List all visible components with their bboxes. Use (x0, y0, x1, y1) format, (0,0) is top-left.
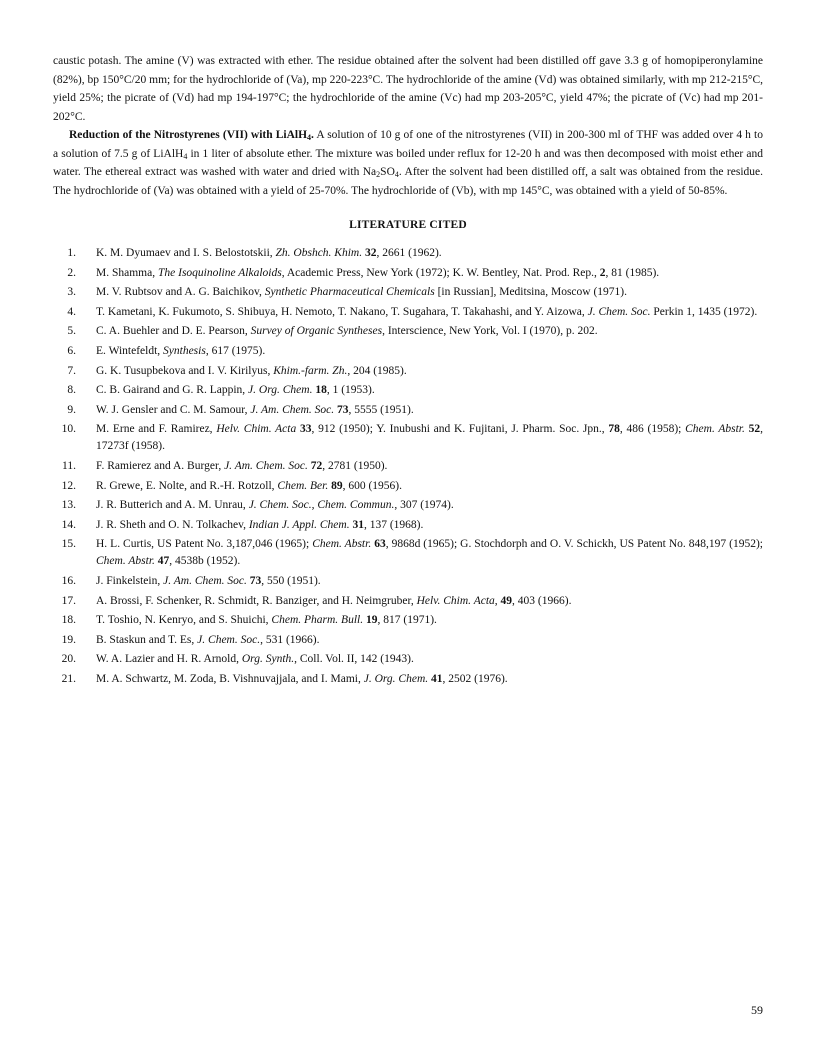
reference-number: 1. (67, 247, 76, 259)
journal-title: Survey of Organic Syntheses (250, 325, 383, 338)
reference-text (96, 651, 763, 668)
reference-item (53, 402, 763, 419)
body-paragraph-2 (53, 126, 763, 200)
reference-text (96, 323, 763, 340)
volume-number: 2 (599, 266, 606, 279)
reference-fragment: E. Wintefeldt, (96, 344, 164, 357)
reference-number: 10. (61, 423, 76, 436)
volume-number: 73 (337, 403, 349, 416)
reference-number: 4. (67, 305, 76, 318)
volume-number: 72 (310, 459, 323, 472)
reference-fragment: , 912 (1950); Y. Inubushi and K. Fujitani, J. Pharm. Soc. Jpn., (311, 423, 609, 436)
reference-number: 16. (61, 574, 76, 587)
reference-fragment: M. Shamma, (96, 266, 158, 279)
reference-fragment: , 2781 (1950). (322, 459, 388, 472)
reference-text (96, 284, 763, 301)
reference-fragment: , 81 (1985). (605, 266, 660, 279)
reference-item (53, 497, 763, 514)
reference-item (53, 573, 763, 590)
volume-number: 33 (299, 423, 312, 436)
reference-fragment: J. R. Butterich and A. M. Unrau, (96, 499, 249, 512)
reference-text (96, 245, 763, 262)
reference-number: 5. (67, 325, 76, 338)
journal-title: Synthetic Pharmaceutical Chemicals (264, 286, 435, 299)
reference-text (96, 573, 763, 590)
body-paragraph-1: caustic potash. The amine (V) was extracted with ether. The residue obtained after the solvent had been distilled off gave 3.3 g of homopiperonylamine (82%), bp 150°C/20 mm; for the hydrochloride of (Va), mp 220-223°C. The hydrochloride of the amine (Vd) was obtained similarly, with mp 212-215°C, yield 25%; the picrate of (Vd) had mp 194-197°C; the hydrochloride of the amine (Vc) had mp 203-205°C, yield 47%; the picrate of (Vc) had mp 201-202°C. (53, 55, 763, 123)
reference-number: 20. (61, 653, 76, 666)
subscript-3: 4 (394, 170, 399, 179)
reference-text (96, 517, 763, 534)
reference-fragment: , 550 (1951). (261, 574, 321, 587)
reference-fragment: , 531 (1966). (260, 633, 320, 646)
reference-text (96, 632, 763, 649)
reference-number: 9. (67, 403, 76, 416)
volume-number: 78 (608, 423, 620, 436)
reference-fragment: , 204 (1985). (347, 364, 407, 377)
reference-fragment: , Coll. Vol. II, 142 (1943). (294, 653, 414, 666)
volume-number: 63 (374, 538, 386, 551)
journal-title: Indian J. Appl. Chem. (248, 518, 350, 531)
page-content (53, 52, 763, 690)
reference-fragment: W. A. Lazier and H. R. Arnold, (96, 653, 242, 666)
journal-title: J. Org. Chem. (363, 672, 429, 685)
reference-number: 8. (67, 384, 76, 397)
reference-text (96, 304, 763, 321)
reference-text (96, 382, 763, 399)
reference-fragment: , (494, 594, 501, 607)
reference-text (96, 497, 763, 514)
paragraph-heading (69, 129, 314, 141)
reference-number: 12. (61, 479, 76, 492)
journal-title: Synthesis (163, 344, 206, 357)
reference-text (96, 265, 763, 282)
reference-fragment: , 1 (1953). (326, 384, 375, 397)
journal-title: Helv. Chim. Acta (416, 594, 495, 607)
reference-fragment: H. L. Curtis, US Patent No. 3,187,046 (1965); (96, 538, 313, 551)
reference-item (53, 382, 763, 399)
reference-item (53, 651, 763, 668)
journal-title: Chem. Abstr. (312, 538, 372, 551)
reference-fragment: J. R. Sheth and O. N. Tolkachev, (96, 518, 249, 531)
reference-fragment: C. B. Gairand and G. R. Lappin, (96, 384, 249, 397)
volume-number: 18 (315, 384, 327, 397)
reference-fragment: , Academic Press, New York (1972); K. W. Bentley, Nat. Prod. Rep., (281, 266, 600, 279)
reference-number: 18. (61, 614, 76, 627)
reference-fragment: , 817 (1971). (377, 614, 437, 627)
reference-item (53, 304, 763, 321)
reference-item (53, 343, 763, 360)
reference-item (53, 284, 763, 301)
journal-title: Helv. Chim. Acta (216, 423, 297, 436)
reference-fragment: , 5555 (1951). (348, 403, 414, 416)
journal-title: The Isoquinoline Alkaloids (157, 266, 282, 279)
reference-fragment: , 307 (1974). (394, 499, 454, 512)
reference-fragment: , 617 (1975). (205, 344, 266, 357)
volume-number: 31 (352, 518, 364, 531)
reference-text (96, 458, 763, 475)
reference-item (53, 536, 763, 570)
heading-end: . (311, 129, 314, 141)
subscript-2: 2 (376, 170, 381, 179)
reference-fragment: , 137 (1968). (363, 518, 424, 531)
reference-fragment: F. Ramierez and A. Burger, (96, 459, 225, 472)
reference-fragment: C. A. Buehler and D. E. Pearson, (96, 325, 251, 338)
reference-fragment: W. J. Gensler and C. M. Samour, (96, 403, 251, 416)
reference-item (53, 632, 763, 649)
reference-text (96, 421, 763, 455)
reference-fragment: [in Russian], Meditsina, Moscow (1971). (434, 286, 627, 299)
reference-fragment: J. Finkelstein, (96, 574, 164, 587)
reference-fragment: , 403 (1966). (512, 594, 572, 607)
journal-title: J. Chem. Soc. (587, 305, 651, 318)
reference-item (53, 245, 763, 262)
paragraph-text-3: SO (380, 166, 395, 178)
reference-number: 19. (61, 633, 76, 646)
reference-number: 2. (67, 266, 76, 279)
reference-fragment: , 486 (1958); (619, 423, 686, 436)
reference-number: 17. (61, 594, 76, 607)
reference-number: 13. (61, 499, 76, 512)
reference-text (96, 478, 763, 495)
reference-fragment: , Interscience, New York, Vol. I (1970), p. 202. (382, 325, 598, 338)
reference-number: 7. (67, 364, 76, 377)
reference-fragment: B. Staskun and T. Es, (96, 633, 198, 646)
volume-number: 47 (157, 555, 170, 568)
reference-fragment: , 4538b (1952). (169, 555, 241, 568)
volume-number: 41 (431, 672, 443, 685)
volume-number: 89 (331, 479, 343, 492)
page-number: 59 (751, 1003, 763, 1017)
reference-fragment: , 2661 (1962). (376, 247, 442, 259)
reference-item (53, 265, 763, 282)
volume-number: 73 (249, 574, 262, 587)
journal-title: Chem. Abstr. (685, 423, 745, 436)
reference-fragment: M. V. Rubtsov and A. G. Baichikov, (96, 286, 265, 299)
reference-text (96, 363, 763, 380)
reference-fragment: , 9868d (1965); G. Stochdorph and O. V. Schickh, US Patent No. 848,197 (1952); (385, 538, 763, 551)
journal-title: Chem. Pharm. Bull. (271, 614, 364, 627)
reference-fragment: T. Toshio, N. Kenryo, and S. Shuichi, (96, 614, 272, 627)
reference-text (96, 343, 763, 360)
heading-text: Reduction of the Nitrostyrenes (VII) with LiAlH (69, 129, 308, 141)
reference-number: 14. (61, 518, 76, 531)
journal-title: Khim.-farm. Zh. (273, 364, 348, 377)
reference-fragment: A. Brossi, F. Schenker, R. Schmidt, R. Banziger, and H. Neimgruber, (96, 594, 417, 607)
journal-title: J. Chem. Soc. (197, 633, 261, 646)
journal-title: J. Am. Chem. Soc. (224, 459, 308, 472)
reference-text (96, 612, 763, 629)
reference-fragment: , 2502 (1976). (442, 672, 508, 685)
reference-fragment: M. Erne and F. Ramirez, (96, 423, 217, 436)
reference-text (96, 402, 763, 419)
journal-title: J. Chem. Soc., Chem. Commun. (248, 499, 395, 512)
reference-item (53, 593, 763, 610)
reference-fragment: K. M. Dyumaev and I. S. Belostotskii, (96, 247, 276, 259)
paragraph-text-1: A solution of 10 g of one of the nitrostyrenes (VII) in 200-300 ml of THF was added over 4 h to a solution of 7.5 g of LiAlH (53, 129, 763, 160)
volume-number: 52 (748, 423, 761, 436)
journal-title: Zh. Obshch. Khim. (275, 247, 363, 259)
reference-text (96, 593, 763, 610)
reference-fragment: Perkin 1, 1435 (1972). (650, 305, 758, 318)
reference-number: 6. (67, 344, 76, 357)
journal-title: J. Am. Chem. Soc. (163, 574, 247, 587)
journal-title: Org. Synth. (241, 653, 295, 666)
reference-item (53, 517, 763, 534)
volume-number: 49 (500, 594, 513, 607)
reference-item (53, 478, 763, 495)
journal-title: Chem. Ber. (277, 479, 329, 492)
reference-fragment: , 600 (1956). (342, 479, 403, 492)
reference-text (96, 536, 763, 570)
reference-item (53, 612, 763, 629)
literature-heading: LITERATURE CITED (349, 219, 467, 231)
paragraph-text-2: in 1 liter of absolute ether. The mixture was boiled under reflux for 12-20 h and was then decomposed with moist ether and water. The ethereal extract was washed with water and dried with Na (53, 147, 763, 178)
heading-subscript: 4 (307, 133, 312, 142)
reference-number: 3. (67, 286, 76, 299)
reference-number: 21. (61, 672, 76, 685)
journal-title: J. Am. Chem. Soc. (250, 403, 335, 416)
reference-fragment: M. A. Schwartz, M. Zoda, B. Vishnuvajjala, and I. Mami, (96, 672, 364, 685)
journal-title: Chem. Abstr. (96, 555, 155, 568)
reference-list (53, 245, 763, 688)
reference-item (53, 671, 763, 688)
reference-fragment: R. Grewe, E. Nolte, and R.-H. Rotzoll, (96, 479, 278, 492)
paragraph-text-4: . After the solvent had been distilled off, a salt was obtained from the residue. The hydrochloride of (Va) was obtained with a yield of 25-70%. The hydrochloride of (Vb), with mp 145°C, was obtained with a yield of 50-85%. (53, 166, 763, 197)
reference-fragment: , 17273f (1958). (96, 423, 764, 453)
reference-number: 11. (62, 459, 76, 472)
reference-item (53, 363, 763, 380)
reference-fragment: T. Kametani, K. Fukumoto, S. Shibuya, H. Nemoto, T. Nakano, T. Sugahara, T. Takahashi, and Y. Aizowa, (96, 305, 588, 318)
reference-fragment: G. K. Tusupbekova and I. V. Kirilyus, (96, 364, 274, 377)
volume-number: 32 (364, 247, 377, 259)
journal-title: J. Org. Chem. (248, 384, 313, 397)
reference-text (96, 671, 763, 688)
reference-item (53, 323, 763, 340)
reference-number: 15. (61, 538, 76, 551)
subscript-1: 4 (183, 151, 188, 161)
volume-number: 19 (365, 614, 378, 627)
reference-item (53, 421, 763, 455)
reference-item (53, 458, 763, 475)
